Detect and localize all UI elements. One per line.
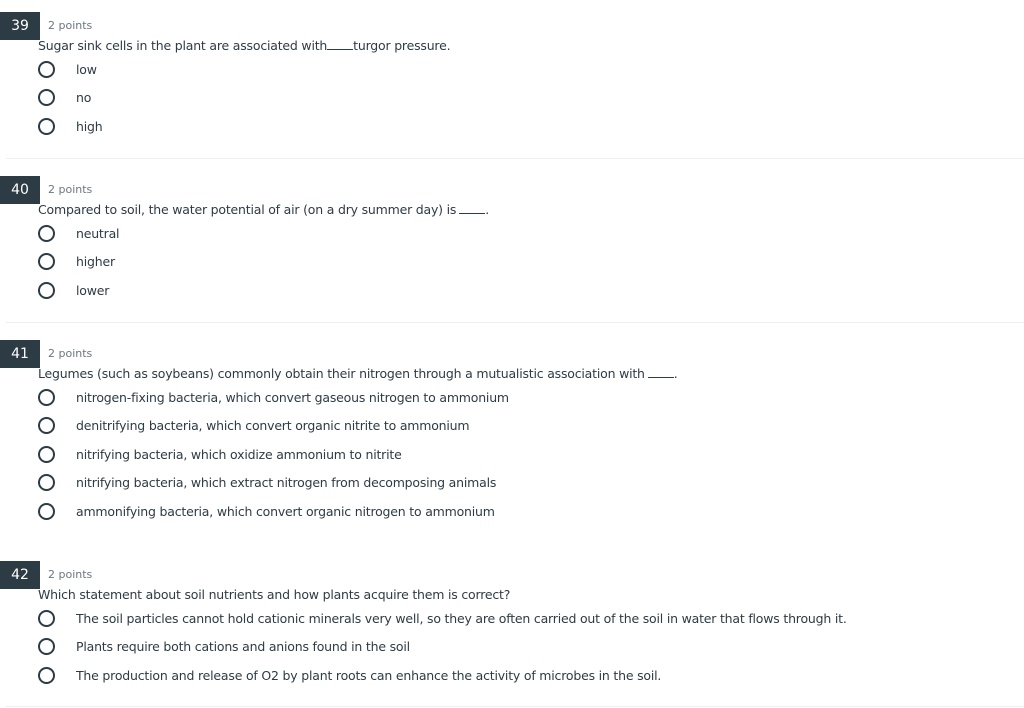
question-text-before: Which statement about soil nutrients and how plants acquire them is correct? bbox=[38, 587, 511, 602]
answer-option-label[interactable]: ammonifying bacteria, which convert organic nitrogen to ammonium bbox=[76, 503, 495, 519]
answer-option[interactable] bbox=[38, 248, 119, 277]
answer-option[interactable] bbox=[38, 661, 847, 690]
answer-option-label[interactable]: neutral bbox=[76, 225, 120, 241]
question-points: 2 points bbox=[48, 183, 93, 196]
radio-button[interactable] bbox=[38, 474, 55, 491]
question-header bbox=[0, 561, 1024, 589]
answer-option[interactable] bbox=[38, 497, 509, 526]
answer-option[interactable] bbox=[38, 112, 102, 141]
question-divider bbox=[6, 322, 1024, 323]
answer-options bbox=[38, 383, 509, 526]
answer-option[interactable] bbox=[38, 412, 509, 441]
answer-blank bbox=[327, 38, 353, 50]
answer-option-label[interactable]: The soil particles cannot hold cationic minerals very well, so they are often carried out of the soil in water that flows through it. bbox=[76, 610, 847, 626]
answer-option-label[interactable]: higher bbox=[76, 254, 115, 270]
radio-button[interactable] bbox=[38, 638, 55, 655]
question-40 bbox=[0, 176, 1024, 298]
radio-button[interactable] bbox=[38, 503, 55, 520]
radio-button[interactable] bbox=[38, 446, 55, 463]
radio-button[interactable] bbox=[38, 61, 55, 78]
question-divider bbox=[6, 158, 1024, 159]
question-text bbox=[38, 38, 450, 53]
question-39 bbox=[0, 12, 1024, 134]
answer-option-label[interactable]: no bbox=[76, 90, 92, 106]
answer-option-label[interactable]: nitrifying bacteria, which oxidize ammonium to nitrite bbox=[76, 446, 402, 462]
question-points: 2 points bbox=[48, 568, 93, 581]
question-header bbox=[0, 176, 1024, 204]
answer-option-label[interactable]: low bbox=[76, 61, 97, 77]
question-header bbox=[0, 340, 1024, 368]
radio-button[interactable] bbox=[38, 417, 55, 434]
answer-option[interactable] bbox=[38, 383, 509, 412]
answer-option-label[interactable]: lower bbox=[76, 282, 110, 298]
question-text bbox=[38, 366, 678, 381]
question-header bbox=[0, 12, 1024, 40]
answer-option-label[interactable]: high bbox=[76, 118, 103, 134]
question-text-before: Legumes (such as soybeans) commonly obtain their nitrogen through a mutualistic association with bbox=[38, 366, 645, 381]
answer-blank bbox=[459, 202, 485, 214]
answer-option[interactable] bbox=[38, 219, 119, 248]
question-points: 2 points bbox=[48, 347, 93, 360]
radio-button[interactable] bbox=[38, 225, 55, 242]
radio-button[interactable] bbox=[38, 389, 55, 406]
question-text bbox=[38, 587, 510, 602]
radio-button[interactable] bbox=[38, 118, 55, 135]
answer-option-label[interactable]: The production and release of O2 by plant roots can enhance the activity of microbes in the soil. bbox=[76, 667, 662, 683]
answer-option-label[interactable]: nitrogen-fixing bacteria, which convert gaseous nitrogen to ammonium bbox=[76, 389, 509, 405]
answer-options bbox=[38, 219, 119, 305]
question-text bbox=[38, 202, 489, 217]
answer-option[interactable] bbox=[38, 440, 509, 469]
answer-options bbox=[38, 604, 847, 690]
question-41 bbox=[0, 340, 1024, 519]
answer-option-label[interactable]: nitrifying bacteria, which extract nitrogen from decomposing animals bbox=[76, 475, 497, 491]
answer-option[interactable] bbox=[38, 604, 847, 633]
radio-button[interactable] bbox=[38, 667, 55, 684]
question-divider bbox=[6, 706, 1024, 707]
question-42 bbox=[0, 561, 1024, 683]
question-text-before: Sugar sink cells in the plant are associated with bbox=[38, 38, 328, 53]
answer-option-label[interactable]: denitrifying bacteria, which convert organic nitrite to ammonium bbox=[76, 418, 470, 434]
radio-button[interactable] bbox=[38, 89, 55, 106]
question-text-before: Compared to soil, the water potential of air (on a dry summer day) is bbox=[38, 202, 457, 217]
answer-blank bbox=[648, 366, 674, 378]
question-number: 41 bbox=[0, 340, 40, 368]
answer-option[interactable] bbox=[38, 633, 847, 662]
answer-option[interactable] bbox=[38, 55, 102, 84]
question-number: 39 bbox=[0, 12, 40, 40]
question-text-after: . bbox=[485, 202, 490, 217]
answer-option-label[interactable]: Plants require both cations and anions found in the soil bbox=[76, 639, 410, 655]
question-text-after: . bbox=[673, 366, 678, 381]
radio-button[interactable] bbox=[38, 610, 55, 627]
answer-options bbox=[38, 55, 102, 141]
answer-option[interactable] bbox=[38, 84, 102, 113]
question-points: 2 points bbox=[48, 19, 93, 32]
answer-option[interactable] bbox=[38, 469, 509, 498]
radio-button[interactable] bbox=[38, 282, 55, 299]
question-number: 40 bbox=[0, 176, 40, 204]
radio-button[interactable] bbox=[38, 253, 55, 270]
answer-option[interactable] bbox=[38, 276, 119, 305]
question-text-after: turgor pressure. bbox=[353, 38, 451, 53]
question-number: 42 bbox=[0, 561, 40, 589]
